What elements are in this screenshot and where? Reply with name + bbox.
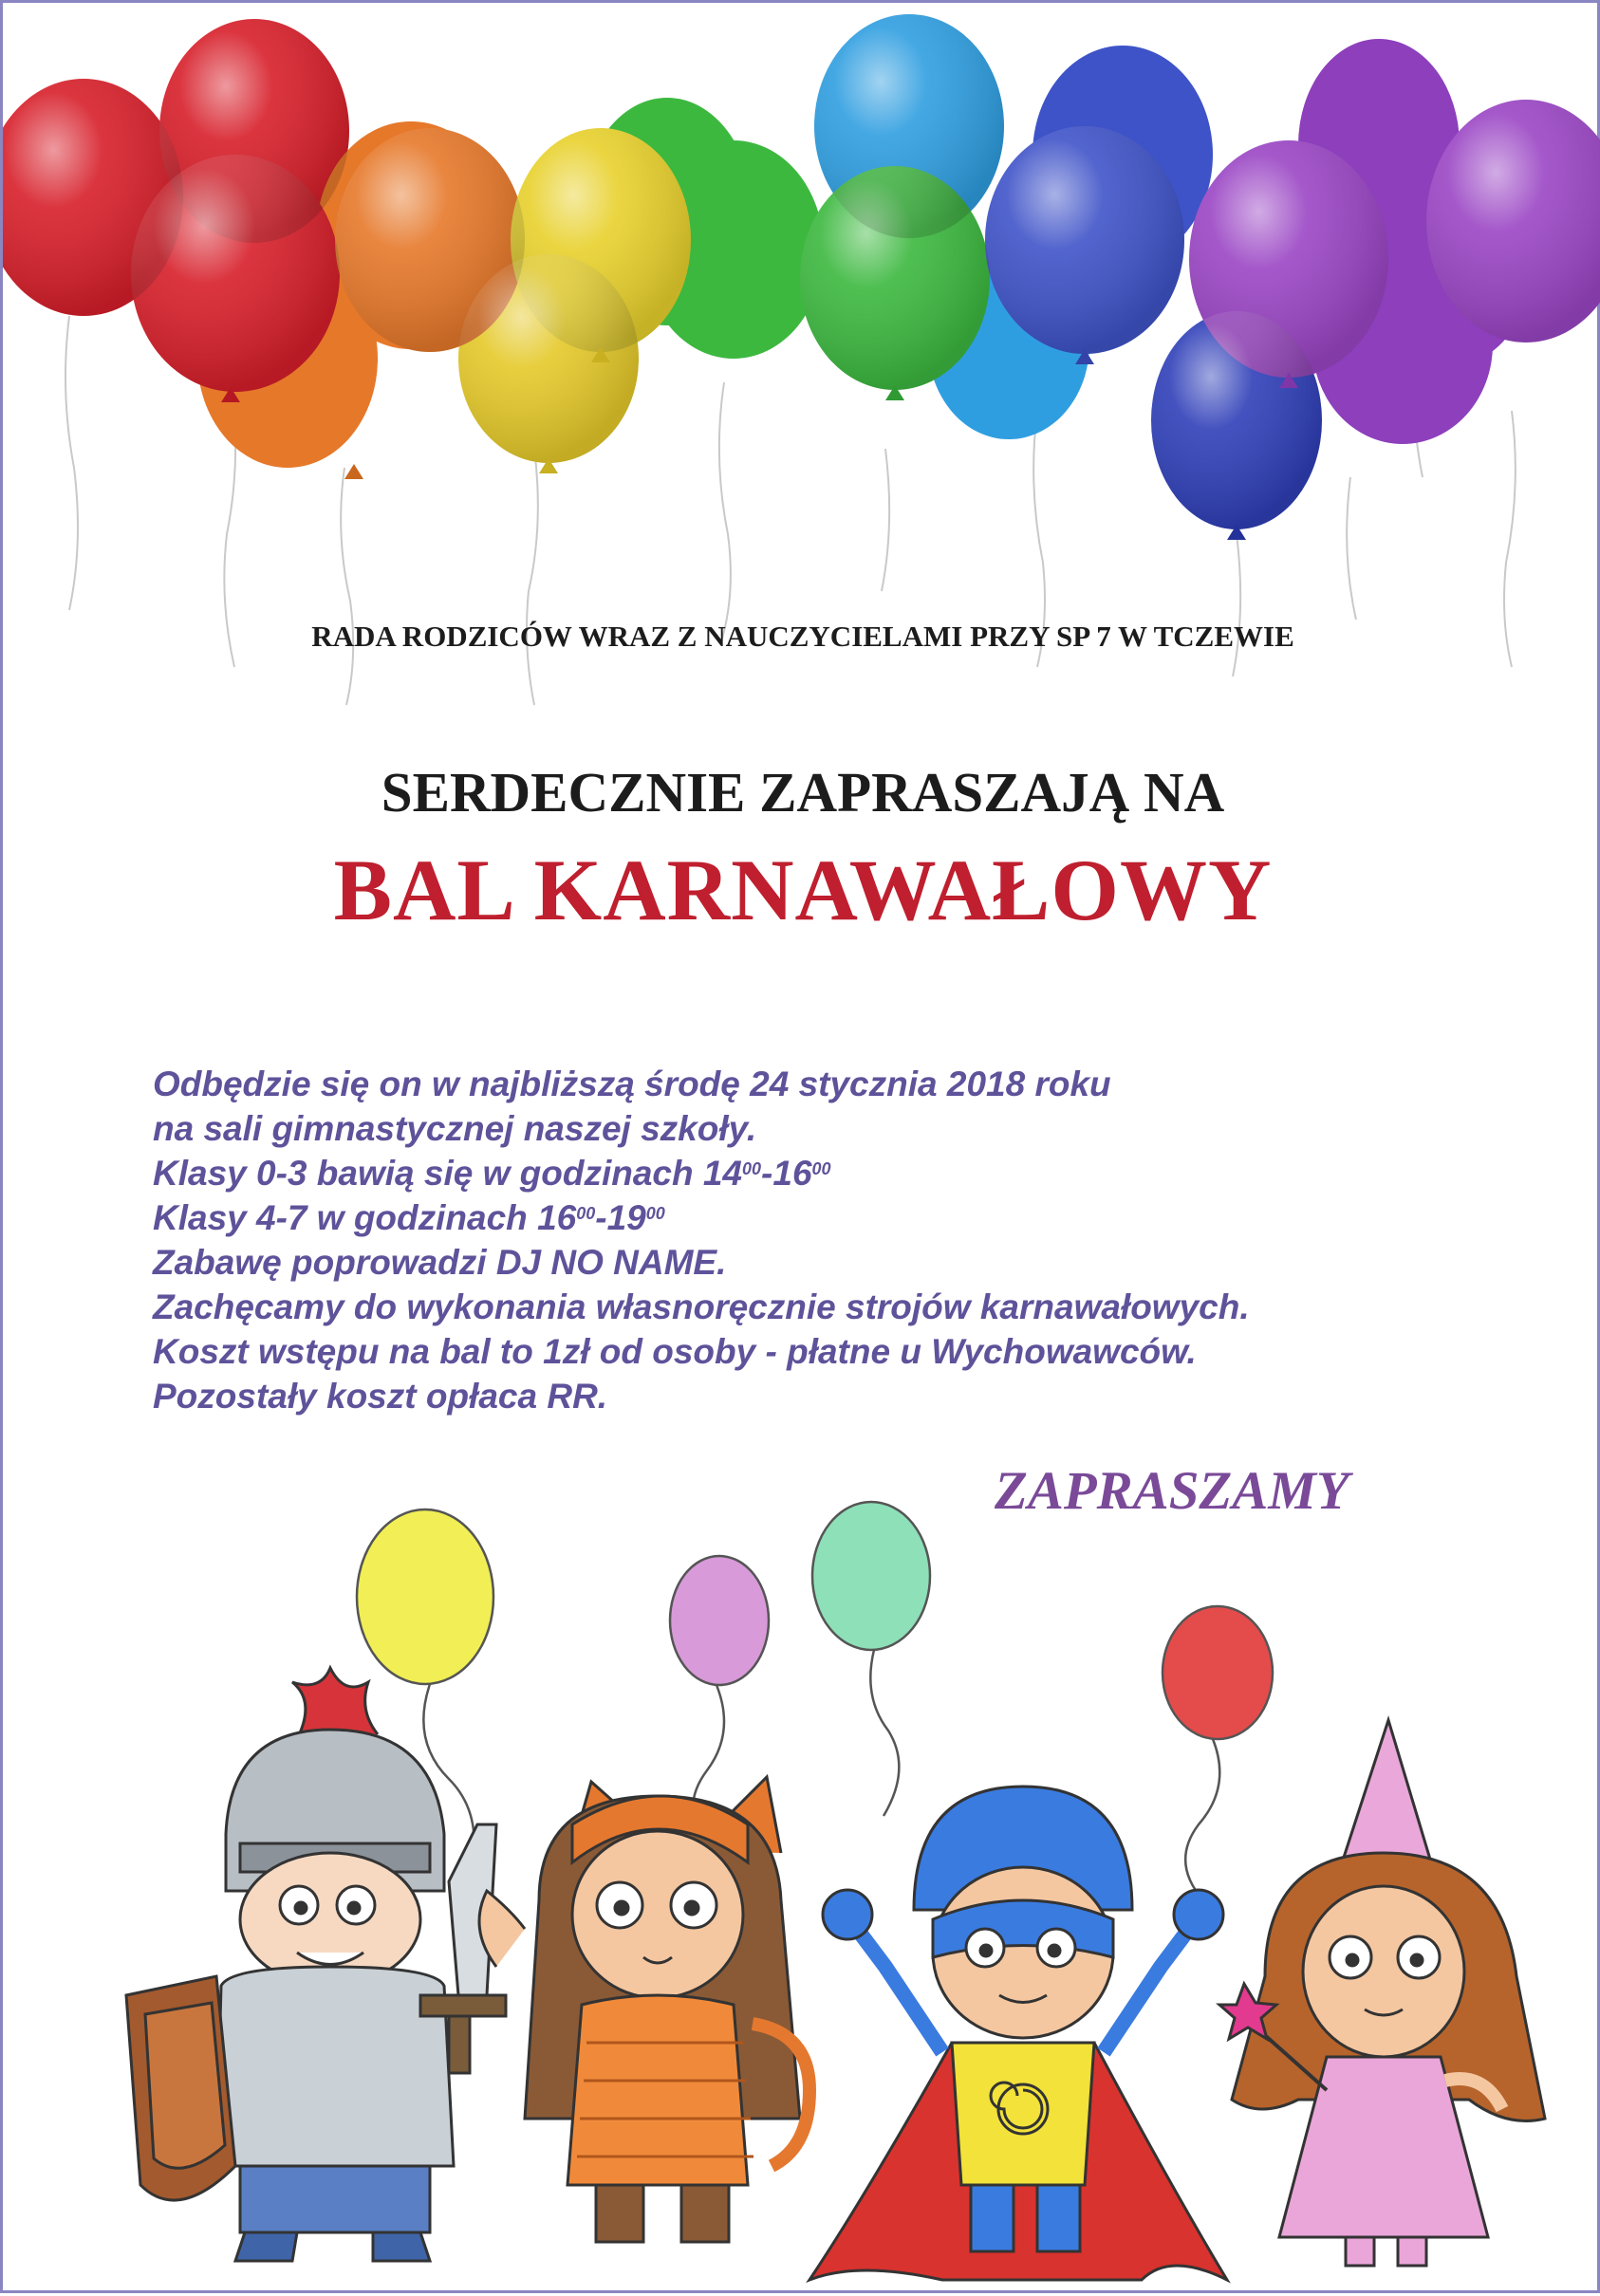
details-line-costumes: Zachęcamy do wykonania własnoręcznie strojów karnawałowych. [153,1287,1250,1326]
cat-costume-child [479,1777,809,2242]
superhero-child [809,1787,1227,2280]
invitation-line: SERDECZNIE ZAPRASZAJĄ NA [381,761,1225,824]
event-title: BAL KARNAWAŁOWY [333,842,1273,938]
knight-child [126,1668,506,2261]
small-balloons [357,1502,1273,1959]
details-line-date: Odbędzie się on w najbliższą środę 24 stycznia 2018 roku [153,1065,1111,1103]
details-line-hours-4-7: Klasy 4-7 w godzinach $16^{00}-19^{00}$ [153,1198,665,1237]
closing-line: ZAPRASZAMY [995,1461,1349,1521]
details-line-cost: Koszt wstępu na bal to 1zł od osoby - płatne u Wychowawców. [153,1332,1197,1371]
details-line-hours-0-3: Klasy 0-3 bawią się w godzinach $14^{00}-16^{00}$ [153,1154,831,1193]
princess-child [1219,1720,1545,2266]
organizer-line: RADA RODZICÓW WRAZ Z NAUCZYCIELAMI PRZY SP 7 W TCZEWIE [311,620,1294,653]
details-line-rest-cost: Pozostały koszt opłaca RR. [153,1377,608,1416]
event-details [153,1062,1250,1418]
details-line-venue: na sali gimnastycznej naszej szkoły. [153,1109,757,1148]
details-line-dj: Zabawę poprowadzi DJ NO NAME. [153,1243,727,1282]
